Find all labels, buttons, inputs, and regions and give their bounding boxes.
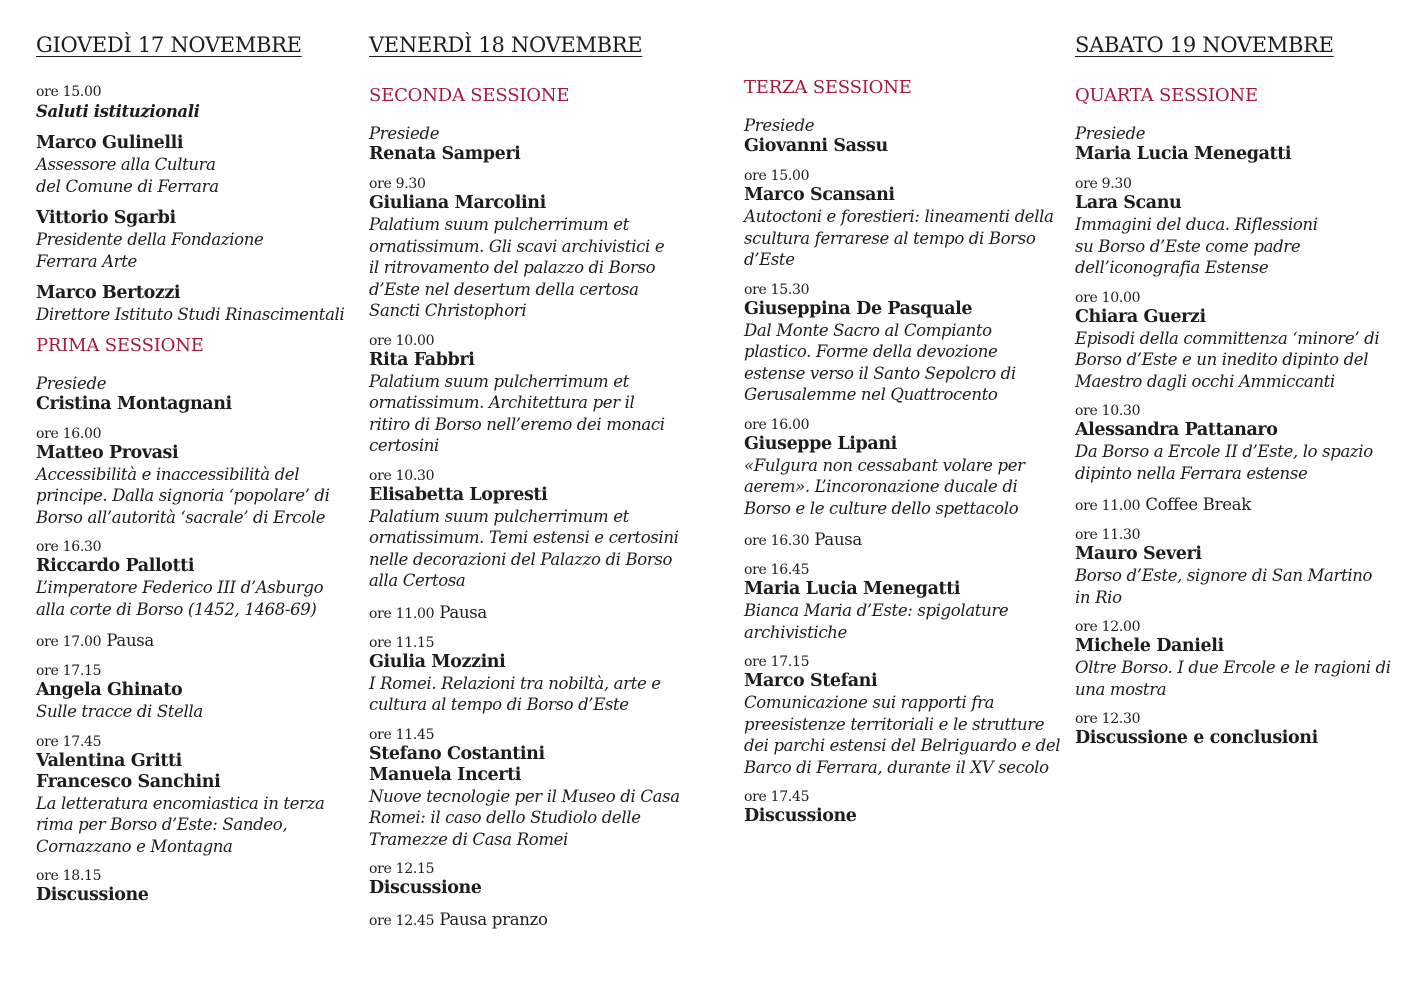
time-label: ore 10.00 <box>1075 289 1141 306</box>
talk-item <box>36 734 351 858</box>
day-heading: VENERDÌ 18 NOVEMBRE <box>369 33 643 57</box>
talk-item <box>744 417 1066 520</box>
talk-title-line: Bianca Maria d’Este: spigolature <box>744 601 1009 620</box>
presiede-label: Presiede <box>744 116 815 135</box>
talk-title-line: preesistenze territoriali e le strutture <box>744 714 1045 734</box>
talk-title-line: in Rio <box>1075 587 1122 607</box>
speaker-role: Ferrara Arte <box>36 251 137 271</box>
opening-title: Saluti istituzionali <box>36 102 200 121</box>
talk-title-line: Romei: il caso dello Studiolo delle <box>369 808 641 827</box>
closing-item <box>1075 711 1395 749</box>
pause-label: Pausa <box>814 530 862 549</box>
speaker-name: Vittorio Sgarbi <box>36 208 176 228</box>
chair-name: Maria Lucia Menegatti <box>1075 144 1292 164</box>
talk-title-line: Tramezze di Casa Romei <box>369 829 568 849</box>
talk-item <box>1075 176 1395 279</box>
speaker-role: Direttore Istituto Studi Rinascimentali <box>36 305 345 324</box>
presiede-block <box>369 123 699 165</box>
talk-title-line: d’Este <box>744 250 795 269</box>
column-giovedi <box>36 30 351 917</box>
speaker-name: Matteo Provasi <box>36 442 179 463</box>
talk-item <box>369 635 699 716</box>
talk-title-line: Nuove tecnologie per il Museo di Casa <box>369 786 680 806</box>
talk-title-line: ornatissimum. Architettura per il <box>369 393 635 412</box>
column-venerdi-pomeriggio <box>744 76 1066 838</box>
talk-title-line: Sulle tracce di Stella <box>36 702 203 721</box>
talk-title-line: I Romei. Relazioni tra nobiltà, arte e <box>369 673 661 693</box>
presiede-block <box>1075 123 1395 165</box>
talk-title-line: archivistiche <box>744 622 847 642</box>
pause-label: Pausa <box>439 602 487 622</box>
talk-title-line: principe. Dalla signoria ‘popolare’ di <box>36 486 330 505</box>
talk-title-line: Sancti Christophori <box>369 301 527 320</box>
talk-item <box>744 562 1066 643</box>
greeter-item <box>36 283 351 326</box>
talk-title-line: dipinto nella Ferrara estense <box>1075 463 1308 483</box>
talk-item <box>1075 619 1395 700</box>
talk-item <box>1075 403 1395 484</box>
speaker-name: Riccardo Pallotti <box>36 556 195 576</box>
talk-title-line: Autoctoni e forestieri: lineamenti della <box>744 207 1054 226</box>
talk-title-line: «Fulgura non cessabant volare per <box>744 455 1025 475</box>
time-label: ore 17.45 <box>744 789 810 805</box>
talk-title-line: Comunicazione sui rapporti fra <box>744 693 995 712</box>
speaker-name: Giuseppe Lipani <box>744 433 897 454</box>
time-label: ore 16.30 <box>744 533 810 549</box>
talk-title-line: scultura ferrarese al tempo di Borso <box>744 228 1036 248</box>
speaker-name: Angela Ghinato <box>36 680 183 700</box>
talk-title-line: dei parchi estensi del Belriguardo e del <box>744 736 1061 755</box>
time-label: ore 17.15 <box>744 654 810 670</box>
talk-item <box>369 176 699 322</box>
time-label: ore 11.00 <box>1075 498 1141 514</box>
speaker-name: Elisabetta Lopresti <box>369 484 548 505</box>
speaker-name: Michele Danieli <box>1075 636 1224 656</box>
talk-title-line: dell’iconografia Estense <box>1075 258 1269 277</box>
speaker-name: Lara Scanu <box>1075 193 1182 213</box>
talk-item <box>36 663 351 723</box>
speaker-name: Marco Bertozzi <box>36 283 181 303</box>
time-label: ore 12.30 <box>1075 711 1141 727</box>
time-label: ore 17.15 <box>36 663 102 679</box>
column-sabato <box>1075 30 1395 760</box>
time-label: ore 9.30 <box>1075 176 1132 192</box>
talk-title-line: cultura al tempo di Borso d’Este <box>369 695 629 714</box>
time-label: ore 11.45 <box>369 726 435 743</box>
time-label: ore 16.45 <box>744 562 810 578</box>
speaker-name: Francesco Sanchini <box>36 771 221 792</box>
talk-item <box>744 282 1066 406</box>
pause-item <box>744 530 1066 550</box>
talk-title-line: L’imperatore Federico III d’Asburgo <box>36 578 324 597</box>
presiede-block <box>744 115 1066 157</box>
talk-item <box>36 539 351 620</box>
discussion-item <box>369 861 699 899</box>
time-label: ore 16.00 <box>36 425 102 442</box>
talk-title-line: La letteratura encomiastica in terza <box>36 793 325 813</box>
time-label: ore 9.30 <box>369 176 426 192</box>
talk-title-line: Palatium suum pulcherrimum et <box>369 506 629 526</box>
talk-title-line: Immagini del duca. Riflessioni <box>1075 215 1318 234</box>
time-label: ore 16.30 <box>36 539 102 555</box>
speaker-name: Alessandra Pattanaro <box>1075 420 1278 440</box>
talk-item <box>1075 527 1395 608</box>
talk-title-line: Palatium suum pulcherrimum et <box>369 371 629 391</box>
time-label: ore 15.00 <box>744 168 810 184</box>
discussion-item <box>744 789 1066 827</box>
lunch-item <box>369 910 699 930</box>
time-label: ore 17.00 <box>36 634 102 650</box>
discussion-item <box>36 868 351 906</box>
speaker-role: Presidente della Fondazione <box>36 230 264 249</box>
talk-title-line: Cornazzano e Montagna <box>36 836 233 856</box>
speaker-name: Rita Fabbri <box>369 349 475 370</box>
session-heading: SECONDA SESSIONE <box>369 85 570 106</box>
talk-title-line: Episodi della committenza ‘minore’ di <box>1075 328 1380 348</box>
talk-title-line: Barco di Ferrara, durante il XV secolo <box>744 757 1049 777</box>
opening-block <box>36 84 351 122</box>
lunch-label: Pausa pranzo <box>439 910 548 929</box>
speaker-name: Marco Stefani <box>744 671 878 691</box>
talk-title-line: su Borso d’Este come padre <box>1075 236 1301 256</box>
talk-title-line: certosini <box>369 436 439 455</box>
talk-title-line: ornatissimum. Gli scavi archivistici e <box>369 236 665 256</box>
talk-title-line: Palatium suum pulcherrimum et <box>369 215 629 234</box>
talk-title-line: Borso e le culture dello spettacolo <box>744 498 1019 518</box>
talk-title-line: plastico. Forme della devozione <box>744 342 998 361</box>
speaker-name: Manuela Incerti <box>369 764 522 785</box>
chair-name: Cristina Montagnani <box>36 393 232 414</box>
discussion-label: Discussione <box>36 885 149 905</box>
talk-item <box>369 333 699 457</box>
day-heading: SABATO 19 NOVEMBRE <box>1075 33 1334 57</box>
talk-title-line: alla corte di Borso (1452, 1468-69) <box>36 599 317 619</box>
speaker-name: Giulia Mozzini <box>369 651 506 672</box>
speaker-name: Marco Gulinelli <box>36 133 184 153</box>
talk-title-line: aerem». L’incoronazione ducale di <box>744 477 1018 496</box>
pause-item <box>36 631 351 651</box>
talk-title-line: il ritrovamento del palazzo di Borso <box>369 258 656 277</box>
speaker-role: del Comune di Ferrara <box>36 176 219 196</box>
time-label: ore 15.30 <box>744 281 810 298</box>
talk-title-line: Accessibilità e inaccessibilità del <box>36 464 300 484</box>
talk-title-line: d’Este nel desertum della certosa <box>369 279 639 299</box>
time-label: ore 11.30 <box>1075 527 1141 543</box>
time-label: ore 11.00 <box>369 605 435 622</box>
time-label: ore 10.30 <box>369 467 435 484</box>
closing-label: Discussione e conclusioni <box>1075 728 1318 748</box>
speaker-name: Stefano Costantini <box>369 743 545 764</box>
talk-title-line: Gerusalemme nel Quattrocento <box>744 385 998 404</box>
speaker-name: Marco Scansani <box>744 185 895 205</box>
speaker-role: Assessore alla Cultura <box>36 155 216 174</box>
talk-item <box>369 727 699 851</box>
talk-title-line: Maestro dagli occhi Ammiccanti <box>1075 371 1335 391</box>
speaker-name: Valentina Gritti <box>36 750 182 771</box>
speaker-name: Chiara Guerzi <box>1075 306 1206 327</box>
talk-title-line: alla Certosa <box>369 571 466 590</box>
talk-title-line: una mostra <box>1075 679 1167 699</box>
coffee-break-item <box>1075 495 1395 515</box>
time-label: ore 17.45 <box>36 733 102 750</box>
discussion-label: Discussione <box>369 878 482 898</box>
coffee-break-label: Coffee Break <box>1145 495 1251 514</box>
speaker-name: Giuliana Marcolini <box>369 193 546 213</box>
session-heading: QUARTA SESSIONE <box>1075 85 1258 106</box>
greeter-item <box>36 133 351 197</box>
presiede-label: Presiede <box>36 373 107 393</box>
talk-title-line: rima per Borso d’Este: Sandeo, <box>36 815 288 834</box>
time-label: ore 12.15 <box>369 861 435 877</box>
chair-name: Giovanni Sassu <box>744 136 888 156</box>
column-venerdi <box>369 30 699 941</box>
talk-title-line: Borso d’Este e un inedito dipinto del <box>1075 350 1369 369</box>
speaker-name: Mauro Severi <box>1075 544 1202 564</box>
greeter-item <box>36 208 351 272</box>
talk-title-line: Borso d’Este, signore di San Martino <box>1075 566 1373 585</box>
chair-name: Renata Samperi <box>369 144 521 164</box>
talk-title-line: Dal Monte Sacro al Compianto <box>744 320 992 340</box>
talk-title-line: Borso all’autorità ‘sacrale’ di Ercole <box>36 507 326 527</box>
session-heading: TERZA SESSIONE <box>744 77 912 98</box>
talk-title-line: Da Borso a Ercole II d’Este, lo spazio <box>1075 442 1373 461</box>
talk-item <box>744 168 1066 271</box>
talk-item <box>36 426 351 529</box>
speaker-name: Giuseppina De Pasquale <box>744 298 973 319</box>
time-label: ore 16.00 <box>744 416 810 433</box>
pause-item <box>369 603 699 623</box>
day-heading: GIOVEDÌ 17 NOVEMBRE <box>36 33 302 57</box>
talk-title-line: ornatissimum. Temi estensi e certosini <box>369 528 679 547</box>
talk-item <box>1075 290 1395 393</box>
talk-title-line: ritiro di Borso nell’eremo dei monaci <box>369 414 665 434</box>
time-label: ore 10.00 <box>369 332 435 349</box>
time-label: ore 18.15 <box>36 868 102 884</box>
presiede-label: Presiede <box>1075 124 1146 143</box>
presiede-label: Presiede <box>369 124 440 143</box>
speaker-name: Maria Lucia Menegatti <box>744 579 961 599</box>
time-label: ore 11.15 <box>369 634 435 651</box>
presiede-block <box>36 373 351 415</box>
time-label: ore 12.00 <box>1075 619 1141 635</box>
talk-item <box>369 468 699 592</box>
time-label: ore 10.30 <box>1075 403 1141 419</box>
pause-label: Pausa <box>106 631 154 650</box>
talk-title-line: estense verso il Santo Sepolcro di <box>744 363 1016 383</box>
time-label: ore 12.45 <box>369 913 435 929</box>
talk-item <box>744 654 1066 778</box>
talk-title-line: Oltre Borso. I due Ercole e le ragioni di <box>1075 658 1391 677</box>
time-label: ore 15.00 <box>36 84 102 100</box>
session-heading: PRIMA SESSIONE <box>36 334 204 356</box>
discussion-label: Discussione <box>744 806 857 826</box>
talk-title-line: nelle decorazioni del Palazzo di Borso <box>369 549 673 569</box>
